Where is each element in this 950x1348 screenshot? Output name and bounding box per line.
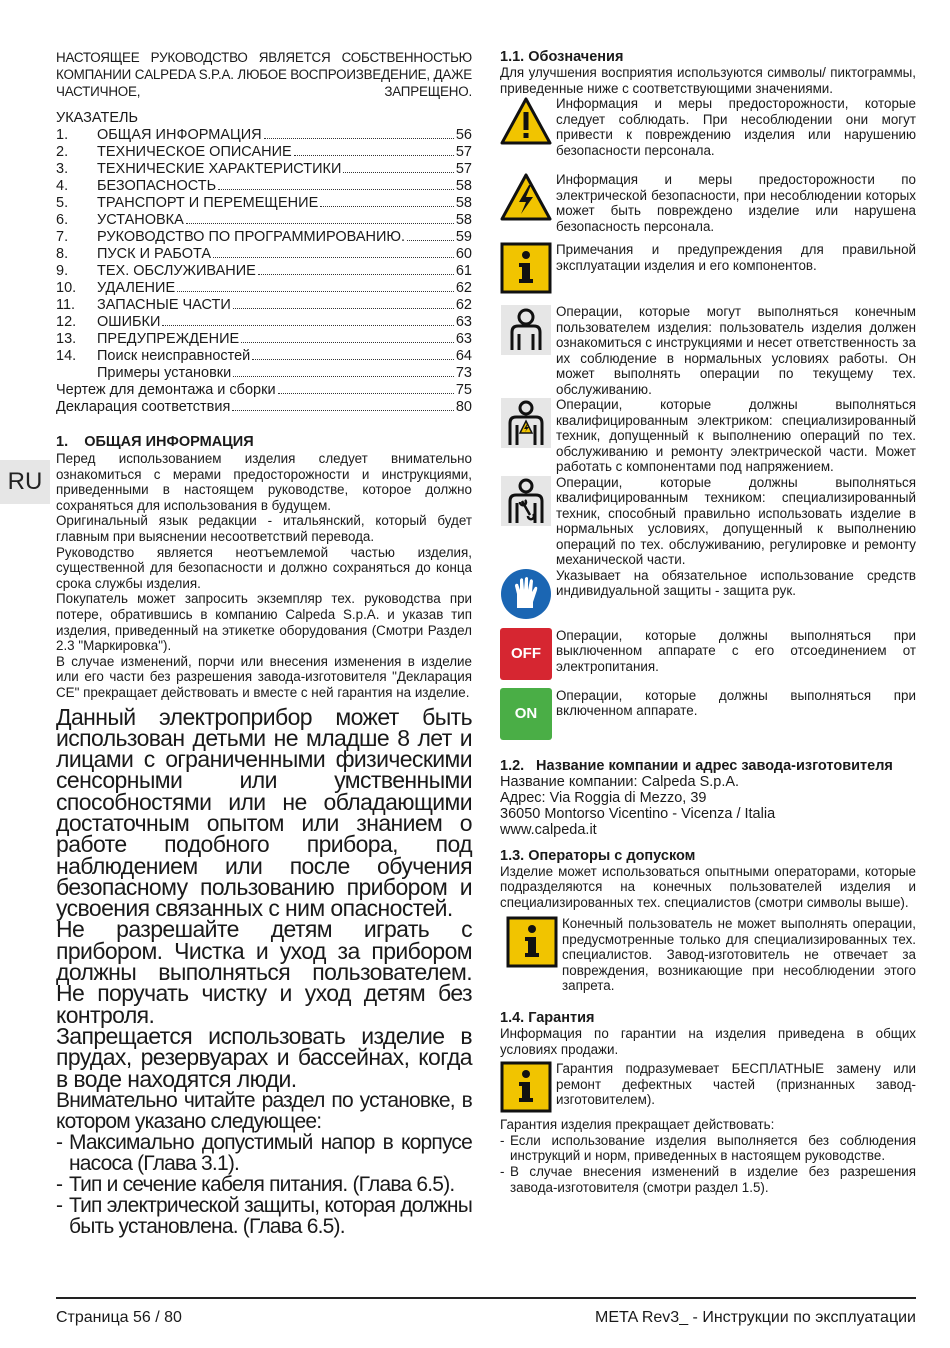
symbol-row	[500, 628, 916, 680]
symbol-description: Информация и меры предосторожности, которые следует соблюдать. При несоблюдении они могут привести к повреждению изделия или нарушению безопасности персонала.	[556, 96, 916, 158]
symbol-row	[500, 475, 916, 568]
symbol-description: Указывает на обязательное использование средств индивидуальной защиты - защита рук.	[556, 567, 916, 599]
section-1-1-title: 1.1. Обозначения	[500, 49, 624, 65]
toc-item: 3. ТЕХНИЧЕСКИЕ ХАРАКТЕРИСТИКИ 57	[56, 161, 472, 177]
pool-use-warning: Запрещается использовать изделие в прудах, резервуарах и бассейнах, когда в воде находятся люди.	[56, 1022, 472, 1092]
toc-item: 5. ТРАНСПОРТ И ПЕРЕМЕЩЕНИЕ 58	[56, 195, 472, 211]
symbol-row	[500, 172, 916, 234]
toc-item: 7. РУКОВОДСТВО ПО ПРОГРАММИРОВАНИЮ. 59	[56, 229, 472, 245]
symbol-description: Информация и меры предосторожности по электрической безопасности, при несоблюдении которых может быть повреждено изделие или нарушена безопасность персонала.	[556, 172, 916, 234]
toc-item: 1. ОБЩАЯ ИНФОРМАЦИЯ 56	[56, 127, 472, 143]
index-title: УКАЗАТЕЛЬ	[56, 110, 139, 126]
symbol-description: Гарантия подразумевает БЕСПЛАТНЫЕ замену или ремонт дефектных частей (признанных завод-изготовителем).	[556, 1061, 916, 1108]
symbol-description: Примечания и предупреждения для правильной эксплуатации изделия и его компонентов.	[556, 242, 916, 273]
section-1-3-title: 1.3. Операторы с допуском	[500, 847, 696, 864]
section-1-2-title: 1.2. Название компании и адрес завода-изготовителя	[500, 757, 893, 774]
document-title: META Rev3_ - Инструкции по эксплуатации	[595, 1309, 916, 1326]
symbol-row	[500, 568, 916, 620]
section-1-1-intro: Для улучшения восприятия используются символы/ пиктограммы, приведенные ниже с соответствующими значениями.	[500, 65, 916, 96]
toc-item: 12. ОШИБКИ 63	[56, 314, 472, 330]
symbol-description: Операции, которые могут выполняться конечным пользователем изделия: пользователь изделия должен ознакомиться с инструкциями и несет ответственность за их соблюдение в нормальных условиях работы. Он может выполнять операции по текущему тех. обслуживанию.	[556, 304, 916, 397]
technician-icon	[500, 475, 552, 527]
off-icon: OFF	[500, 628, 552, 680]
section-1-paragraph-3: Руководство является неотъемлемой частью изделия, существенной для безопасности и должно сохраняться до конца срока службы изделия.	[56, 544, 472, 591]
warning-triangle-icon	[500, 96, 552, 148]
toc-item: 6. УСТАНОВКА 58	[56, 212, 472, 228]
toc-item: 8. ПУСК И РАБОТА 60	[56, 246, 472, 262]
installation-reading-note: Внимательно читайте раздел по установке, в котором указано следующее:	[56, 1088, 472, 1133]
symbol-row	[500, 688, 916, 740]
symbol-row	[500, 304, 916, 397]
symbol-description: Операции, которые должны выполняться квалифицированным техником: специализированный техник, способный правильно использовать изделие в нормальных условиях, допущенный к выполнению операций по тех. обслуживанию, регулировке и ремонту механической части.	[556, 474, 916, 568]
section-1-3-paragraph: Изделие может использоваться опытными операторами, которые подразделяются на конечных пользователей изделия и специализированных тех. специалистов (смотри символы выше).	[500, 863, 916, 910]
section-1-4-title: 1.4. Гарантия	[500, 1009, 595, 1026]
toc-item: 10. УДАЛЕНИЕ 62	[56, 280, 472, 296]
table-of-contents	[56, 127, 472, 416]
section-1-paragraph-1: Перед использованием изделия следует внимательно ознакомиться с мерами предосторожности и инструкциями, приведенными в настоящем руководстве, которое должно сохраняться для использования в будущем.	[56, 451, 472, 513]
symbol-row	[500, 1061, 916, 1113]
copyright-notice: НАСТОЯЩЕЕ РУКОВОДСТВО ЯВЛЯЕТСЯ СОБСТВЕННОСТЬЮ КОМПАНИИ CALPEDA S.P.A. ЛЮБОЕ ВОСПРОИЗВЕДЕНИЕ, ДАЖЕ ЧАСТИЧНОЕ, ЗАПРЕЩЕНО.	[56, 50, 472, 99]
toc-item: 14. Поиск неисправностей 64	[56, 348, 472, 364]
electrician-icon	[500, 397, 552, 449]
toc-item: Чертеж для демонтажа и сборки 75	[56, 382, 472, 398]
toc-item: 13. ПРЕДУПРЕЖДЕНИЕ 63	[56, 331, 472, 347]
symbol-description: Конечный пользователь не может выполнять операции, предусмотренные только для специализированных тех. специалистов. Завод-изготовитель не отвечает за повреждения, возникающие при несоблюдении этого запрета.	[562, 916, 916, 994]
section-1-paragraph-2: Оригинальный язык редакции - итальянский, который будет главным при выяснении несоответствий перевода.	[56, 513, 472, 544]
symbol-row	[500, 242, 916, 294]
symbol-description: Операции, которые должны выполняться при выключенном аппарате с его отсоединением от электропитания.	[556, 627, 916, 674]
right-column	[500, 49, 916, 1195]
toc-item: 11. ЗАПАСНЫЕ ЧАСТИ 62	[56, 297, 472, 313]
list-item: - Тип и сечение кабеля питания. (Глава 6.5).	[56, 1172, 455, 1196]
end-user-icon	[500, 304, 552, 356]
symbol-row	[500, 96, 916, 158]
language-tab: RU	[0, 460, 50, 504]
children-safety-warning: Данный электроприбор может быть использован детьми не младше 8 лет и лицами с ограниченными физическими сенсорными или умственными способностями или не обладающими достаточным опытом или знанием о работе подобного прибора, под наблюдением или после обучения безопасному пользованию прибором и усвоения связанных с ним опасностей.	[56, 703, 472, 922]
list-item: - Максимально допустимый напор в корпусе насоса (Глава 3.1).	[56, 1130, 472, 1175]
toc-item: 2. ТЕХНИЧЕСКОЕ ОПИСАНИЕ 57	[56, 144, 472, 160]
list-item: - Тип электрической защиты, которая должны быть установлена. (Глава 6.5).	[56, 1193, 472, 1238]
section-1-paragraph-5: В случае изменений, порчи или внесения изменения в изделие или его части без разрешения завода-изготовителя "Декларация CE" прекращает действовать и вместе с ней гарантия на изделие.	[56, 653, 472, 700]
company-address: Название компании: Calpeda S.p.A. Адрес: Via Roggia di Mezzo, 39 36050 Montorso Vicentino - Vicenza / Italia www.calpeda.it	[500, 773, 776, 838]
toc-item: Примеры установки 73	[97, 365, 472, 381]
toc-item: 4. БЕЗОПАСНОСТЬ 58	[56, 178, 472, 194]
list-item: - Если использование изделия выполняется без соблюдения инструкций и норм, приведенных в настоящем руководстве.	[500, 1132, 916, 1164]
section-1-title: 1. ОБЩАЯ ИНФОРМАЦИЯ	[56, 434, 254, 450]
info-icon	[500, 242, 552, 294]
installation-notes-list	[56, 1132, 472, 1237]
symbol-row	[500, 916, 916, 994]
page-number: Страница 56 / 80	[56, 1309, 182, 1326]
symbol-row	[500, 397, 916, 475]
info-icon	[500, 1061, 552, 1113]
section-1-4-paragraph: Информация по гарантии на изделия приведена в общих условиях продажи.	[500, 1025, 916, 1057]
gloves-icon	[500, 568, 552, 620]
on-icon: ON	[500, 688, 552, 740]
symbol-description: Операции, которые должны выполняться при включенном аппарате.	[556, 687, 916, 719]
symbol-description: Операции, которые должны выполняться квалифицированным электриком: специализированный техник, допущенный к выполнению операций по тех. обслуживанию и ремонту электрической части. Может работать с компонентами под напряжением.	[556, 397, 916, 475]
toc-item: 9. ТЕХ. ОБСЛУЖИВАНИЕ 61	[56, 263, 472, 279]
info-icon	[506, 916, 558, 968]
section-1-paragraph-4: Покупатель может запросить экземпляр тех. руководства при потере, обратившись в компанию Calpeda S.p.A. и указав тип изделия, приведенный на этикетке оборудования (Смотри Раздел 2.3 "Маркировка").	[56, 591, 472, 654]
list-item: - В случае внесения изменений в изделие без разрешения завода-изготовителя (смотри раздел 1.5).	[500, 1163, 916, 1195]
children-play-warning: Не разрешайте детям играть с прибором. Чистка и уход за прибором должны выполняться пользователем. Не поручать чистку и уход детям без контроля.	[56, 916, 472, 1028]
electric-hazard-icon	[500, 172, 552, 224]
warranty-termination-intro: Гарантия изделия прекращает действовать:	[500, 1117, 775, 1133]
left-column	[56, 49, 472, 1237]
toc-item: Декларация соответствия 80	[56, 399, 472, 415]
footer-divider	[56, 1297, 916, 1299]
